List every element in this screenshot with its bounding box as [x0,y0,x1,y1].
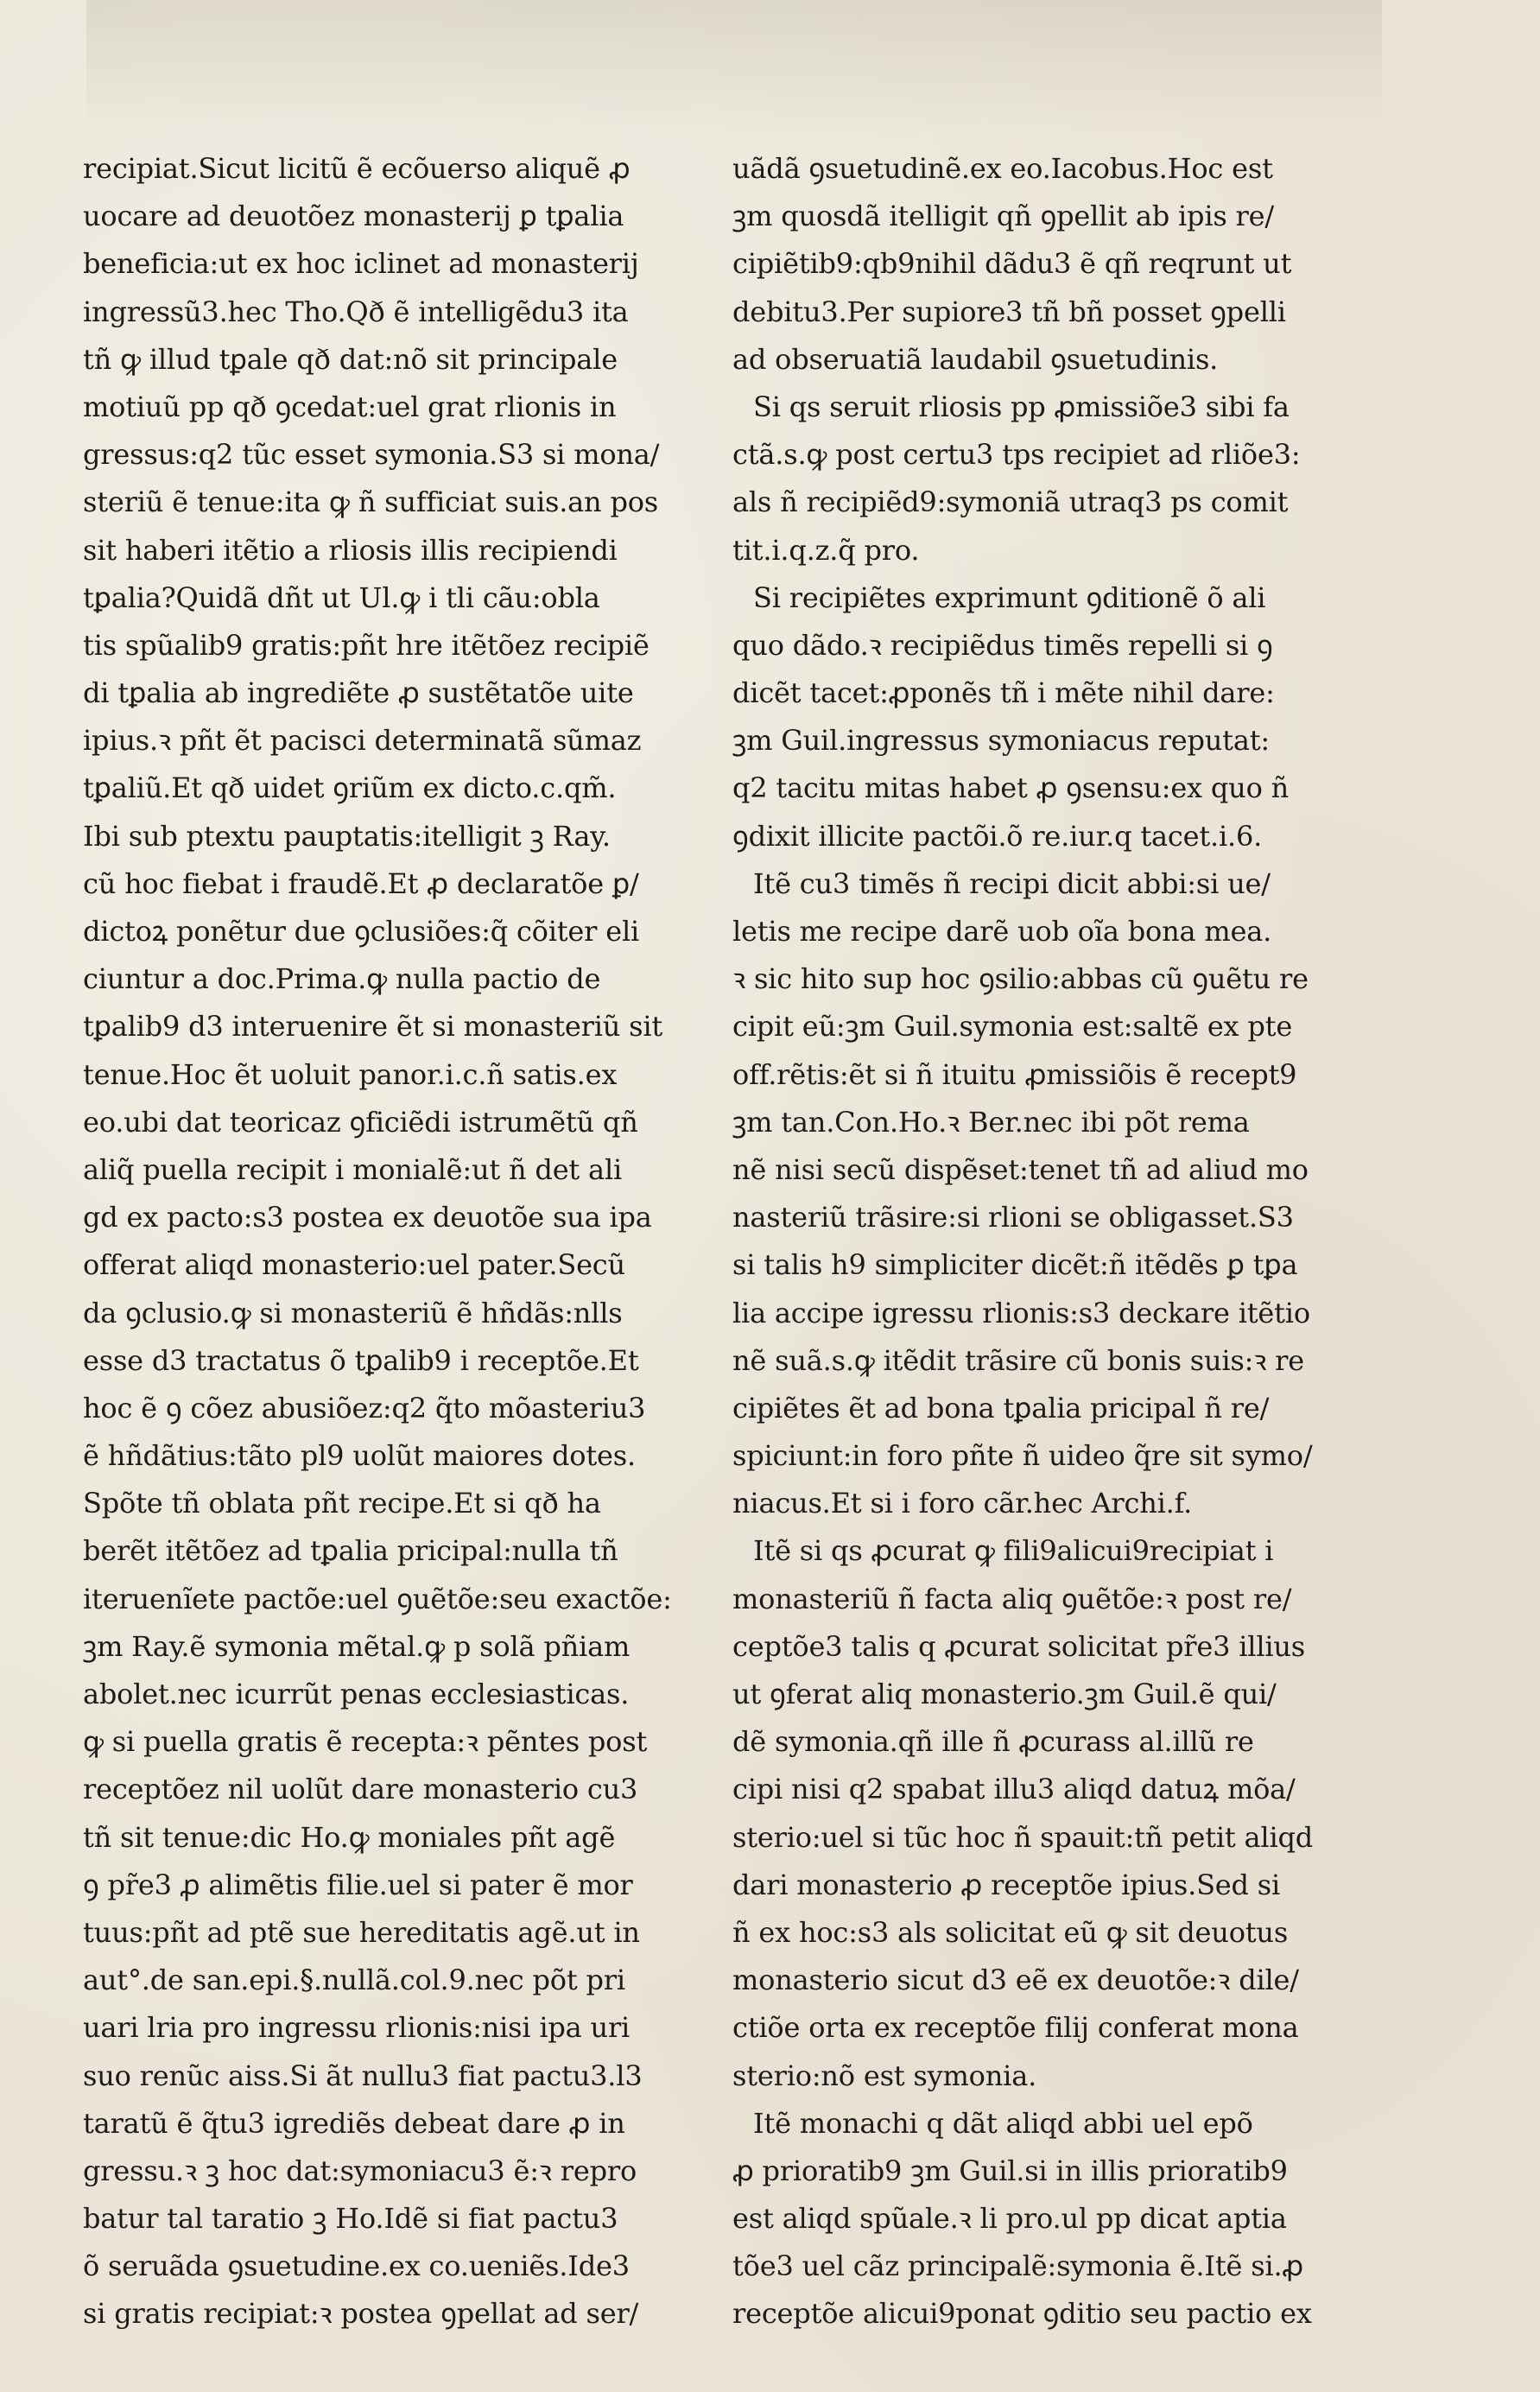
text-line: tis spũalib9 gratis:pñt hre itẽtõez recipiẽ [83,628,650,662]
text-line: ꝙ si puella gratis ẽ recepta:ꝛ pẽntes post [83,1725,648,1759]
text-line: recipiat.Sicut licitũ ẽ ecõuerso aliquẽ ꝓ [83,152,631,185]
text-line: tenue.Hoc ẽt uoluit panor.i.c.ñ satis.ex [83,1057,618,1091]
scan-shadow [86,0,1382,138]
text-line: esse d3 tractatus õ tꝑalib9 i receptõe.Et [83,1343,639,1377]
text-line: gressus:q2 tũc esset symonia.S3 si mona/ [83,438,660,472]
text-line: ꝯdixit illicite pactõi.õ re.iur.q tacet.i.6. [732,819,1263,853]
text-line: hoc ẽ ꝯ cõez abusiõez:q2 q̃to mõasteriu3 [83,1391,646,1424]
text-line: aut°.de san.epi.§.nullã.col.9.nec põt pri [83,1964,625,1997]
text-line: nasteriũ trãsire:si rlioni se obligasset.S3 [732,1201,1294,1234]
text-line: ꝫm Ray.ẽ symonia mẽtal.ꝙ p solã pñiam [83,1629,631,1663]
text-line: ꝛ sic hito sup hoc ꝯsilio:abbas cũ ꝯuẽtu re [732,962,1309,996]
text-line: beneficia:ut ex hoc iclinet ad monasterij [83,247,639,281]
left-text-column [83,145,705,2338]
text-line: cipiẽtes ẽt ad bona tꝑalia pricipal ñ re/ [732,1391,1270,1424]
text-line: motiuũ pp qð ꝯcedat:uel grat rlionis in [83,390,617,423]
text-line: ꝫm tan.Con.Ho.ꝛ Ber.nec ibi põt rema [732,1105,1250,1139]
text-line: q2 tacitu mitas habet ꝓ ꝯsensu:ex quo ñ [732,771,1290,805]
text-line: uocare ad deuotõez monasterij ꝑ tꝑalia [83,200,624,233]
text-line: tꝑaliũ.Et qð uidet ꝯriũm ex dicto.c.qm̃. [83,771,617,805]
text-line: monasteriũ ñ facta aliq ꝯuẽtõe:ꝛ post re/ [732,1582,1292,1615]
text-line: ꝫm quosdã itelligit qñ ꝯpellit ab ipis re/ [732,200,1274,233]
text-line: dari monasterio ꝓ receptõe ipius.Sed si [732,1868,1281,1901]
text-line: Spõte tñ oblata pñt recipe.Et si qð ha [83,1487,601,1520]
text-line: cipi nisi q2 spabat illu3 aliqd datuꝝ mõa/ [732,1773,1296,1806]
text-line: suo renũc aiss.Si ãt nullu3 fiat pactu3.l3 [83,2059,643,2092]
text-line: iteruenĩete pactõe:uel ꝯuẽtõe:seu exactõe: [83,1582,672,1615]
text-line: taratũ ẽ q̃tu3 igrediẽs debeat dare ꝓ in [83,2106,625,2140]
text-line: nẽ suã.s.ꝙ itẽdit trãsire cũ bonis suis:ꝛ re [732,1343,1305,1377]
text-line: offerat aliqd monasterio:uel pater.Secũ [83,1248,625,1282]
paragraph-start-line: Itẽ si qs ꝓcurat ꝙ fili9alicui9recipiat i [753,1534,1274,1568]
text-line: lia accipe igressu rlionis:s3 deckare itẽtio [732,1296,1310,1329]
text-line: ipius.ꝛ pñt ẽt pacisci determinatã sũmaz [83,724,642,758]
text-line: tñ ꝙ illud tꝑale qð dat:nõ sit principale [83,342,618,376]
text-line: tñ sit tenue:dic Ho.ꝙ moniales pñt agẽ [83,1820,616,1854]
text-line: õ seruãda ꝯsuetudine.ex co.ueniẽs.Ide3 [83,2249,630,2283]
text-line: tꝑalib9 d3 interuenire ẽt si monasteriũ sit [83,1010,663,1044]
text-line: uari lria pro ingressu rlionis:nisi ipa uri [83,2011,631,2045]
text-line: Ibi sub ptextu pauptatis:itelligit ꝫ Ray. [83,819,611,853]
text-line: gd ex pacto:s3 postea ex deuotõe sua ipa [83,1201,652,1234]
paragraph-start-line: Si recipiẽtes exprimunt ꝯditionẽ õ ali [753,581,1266,614]
text-line: steriũ ẽ tenue:ita ꝙ ñ sufficiat suis.an pos [83,485,659,519]
text-line: ciuntur a doc.Prima.ꝙ nulla pactio de [83,962,601,996]
text-line: debitu3.Per supiore3 tñ bñ posset ꝯpelli [732,295,1286,328]
text-line: ut ꝯferat aliq monasterio.ꝫm Guil.ẽ qui/ [732,1678,1277,1710]
text-line: si gratis recipiat:ꝛ postea ꝯpellat ad ser/ [83,2297,639,2331]
paragraph-start-line: Itẽ monachi q dãt aliqd abbi uel epõ [753,2106,1253,2140]
text-line: da ꝯclusio.ꝙ si monasteriũ ẽ hñdãs:nlls [83,1296,623,1329]
text-line: monasterio sicut d3 eẽ ex deuotõe:ꝛ dile/ [732,1964,1299,1997]
text-line: cipiẽtib9:qb9nihil dãdu3 ẽ qñ reqrunt ut [732,247,1292,281]
text-line: ẽ hñdãtius:tãto pl9 uolũt maiores dotes. [83,1439,636,1473]
text-line: receptõe alicui9ponat ꝯditio seu pactio ex [732,2297,1312,2331]
text-line: berẽt itẽtõez ad tꝑalia pricipal:nulla tñ [83,1534,618,1568]
text-line: letis me recipe darẽ uob oĩa bona mea. [732,915,1272,948]
paragraph-start-line: Si qs seruit rliosis pp ꝓmissiõe3 sibi fa [753,390,1290,423]
text-line: est aliqd spũale.ꝛ li pro.ul pp dicat aptia [732,2202,1287,2236]
text-line: uãdã ꝯsuetudinẽ.ex eo.Iacobus.Hoc est [732,152,1273,185]
right-text-column [732,145,1389,2338]
text-line: abolet.nec icurrũt penas ecclesiasticas. [83,1678,630,1710]
text-line: tõe3 uel cãz principalẽ:symonia ẽ.Itẽ si.ꝓ [732,2249,1304,2283]
text-line: ingressũ3.hec Tho.Qð ẽ intelligẽdu3 ita [83,295,629,328]
text-line: tit.i.q.z.q̃ pro. [732,533,920,567]
text-line: dẽ symonia.qñ ille ñ ꝓcurass al.illũ re [732,1725,1254,1759]
text-line: di tꝑalia ab ingrediẽte ꝓ sustẽtatõe uite [83,676,634,710]
text-line: gressu.ꝛ ꝫ hoc dat:symoniacu3 ẽ:ꝛ repro [83,2154,637,2187]
text-line: dicẽt tacet:ꝓponẽs tñ i mẽte nihil dare: [732,676,1275,710]
text-line: cũ hoc fiebat i fraudẽ.Et ꝓ declaratõe ꝑ/ [83,866,639,900]
text-line: nẽ nisi secũ dispẽset:tenet tñ ad aliud mo [732,1152,1309,1186]
text-line: si talis h9 simpliciter dicẽt:ñ itẽdẽs ꝑ tꝑa [732,1248,1298,1282]
text-line: batur tal taratio ꝫ Ho.Idẽ si fiat pactu3 [83,2202,618,2236]
text-line: ctã.s.ꝙ post certu3 tps recipiet ad rliõe3: [732,438,1301,472]
text-line: tuus:pñt ad ptẽ sue hereditatis agẽ.ut in [83,1915,640,1949]
text-line: cipit eũ:ꝫm Guil.symonia est:saltẽ ex pte [732,1010,1293,1044]
text-line: sit haberi itẽtio a rliosis illis recipiendi [83,533,618,567]
text-line: ꝫm Guil.ingressus symoniacus reputat: [732,724,1270,758]
text-line: ad obseruatiã laudabil ꝯsuetudinis. [732,342,1219,376]
text-line: ñ ex hoc:s3 als solicitat eũ ꝙ sit deuotus [732,1915,1289,1949]
text-line: ꝓ prioratib9 ꝫm Guil.si in illis prioratib9 [732,2154,1288,2187]
text-line: ctiõe orta ex receptõe filij conferat mona [732,2011,1299,2045]
text-line: quo dãdo.ꝛ recipiẽdus timẽs repelli si ꝯ [732,628,1273,662]
text-line: eo.ubi dat teoricaz ꝯficiẽdi istrumẽtũ qñ [83,1105,638,1139]
text-line: dictoꝝ ponẽtur due ꝯclusiões:q̃ cõiter eli [83,915,640,948]
text-line: als ñ recipiẽd9:symoniã utraq3 ps comit [732,485,1289,519]
text-line: off.rẽtis:ẽt si ñ ituitu ꝓmissiõis ẽ recept9 [732,1057,1297,1091]
text-line: ceptõe3 talis q ꝓcurat solicitat pr̃e3 illius [732,1629,1306,1663]
text-line: tꝑalia?Quidã dñt ut Ul.ꝙ i tli cãu:obla [83,581,600,614]
text-line: receptõez nil uolũt dare monasterio cu3 [83,1773,638,1806]
text-line: sterio:uel si tũc hoc ñ spauit:tñ petit aliqd [732,1820,1314,1854]
text-line: ꝯ pr̃e3 ꝓ alimẽtis filie.uel si pater ẽ mor [83,1868,633,1901]
text-line: sterio:nõ est symonia. [732,2059,1037,2092]
text-line: spiciunt:in foro pñte ñ uideo q̃re sit symo/ [732,1439,1313,1473]
paragraph-start-line: Itẽ cu3 timẽs ñ recipi dicit abbi:si ue/ [753,866,1271,900]
text-line: aliq̃ puella recipit i monialẽ:ut ñ det ali [83,1152,623,1186]
text-line: niacus.Et si i foro cãr.hec Archi.f. [732,1487,1193,1520]
